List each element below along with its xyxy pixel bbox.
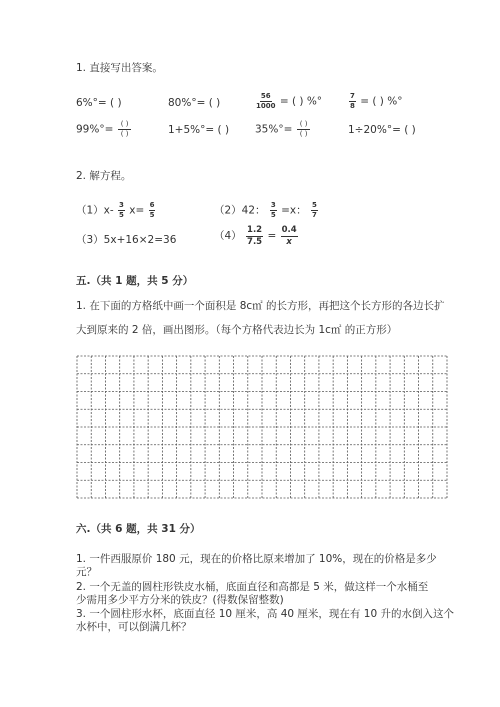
calc-1a: 6%°= ( ) [76,97,122,109]
fraction: $\frac{1.2}{7.5}$ [247,225,263,247]
section2-title: 2. 解方程。 [76,170,132,182]
section6-heading: 六.（共 6 题，共 31 分） [76,523,201,535]
section6-q1-line2: 元？ [76,566,97,578]
section6-q2-line2: 少需用多少平方分米的铁皮？(得数保留整数) [76,594,284,606]
fraction: $\frac{0.4}{x}$ [281,225,297,247]
calc-1d: $\frac{7}{8}$ = ( ) %° [350,92,403,110]
section5-question-line2: 大到原来的 2 倍，画出图形。（每个方格代表边长为 1c㎡ 的正方形） [76,324,398,336]
equation-4: （4） $\frac{1.2}{7.5}$ = $\frac{0.4}{x}$ [214,225,297,247]
section1-title: 1. 直接写出答案。 [76,62,163,74]
equation-2: （2）42： $\frac{3}{5}$ =x： $\frac{5}{7}$ [214,201,317,219]
fraction: $\frac{56}{1000}$ [256,92,276,110]
section5-heading: 五.（共 1 题，共 5 分） [76,275,194,287]
equation-1: （1）x- $\frac{3}{5}$ x= $\frac{6}{5}$ [76,201,155,219]
fraction: $\frac{3}{5}$ [119,201,124,219]
graph-paper-grid [76,355,448,499]
section5-question-line1: 1. 在下面的方格纸中画一个面积是 8c㎡ 的长方形，再把这个长方形的各边长扩 [76,300,445,312]
section6-q2-line1: 2. 一个无盖的圆柱形铁皮水桶，底面直径和高都是 5 米，做这样一个水桶至 [76,581,429,593]
calc-2b: 1+5%°= ( ) [168,124,230,136]
calc-1c: $\frac{56}{1000}$ = ( ) %° [256,92,323,110]
section6-q3-line1: 3. 一个圆柱形水杯，底面直径 10 厘米，高 40 厘米，现在有 10 升的水倒入这个 [76,608,454,620]
fraction: $\frac{( )}{( )}$ [297,121,311,138]
calc-2c: 35%°= $\frac{( )}{( )}$ [255,121,311,138]
equation-3: （3）5x+16×2=36 [76,234,177,246]
calc-2a: 99%°= $\frac{( )}{( )}$ [76,121,132,138]
fraction: $\frac{7}{8}$ [350,92,355,110]
section6-q1-line1: 1. 一件西服原价 180 元，现在的价格比原来增加了 10%，现在的价格是多少 [76,553,437,565]
fraction: $\frac{3}{5}$ [270,201,276,219]
section6-q3-line2: 水杯中，可以倒满几杯？ [76,621,192,633]
fraction: $\frac{5}{7}$ [311,201,317,219]
calc-1b: 80%°= ( ) [168,97,221,109]
calc-2d: 1÷20%°= ( ) [348,124,416,136]
fraction: $\frac{6}{5}$ [149,201,155,219]
fraction: $\frac{( )}{( )}$ [118,121,132,138]
graph-paper-svg [76,355,448,499]
